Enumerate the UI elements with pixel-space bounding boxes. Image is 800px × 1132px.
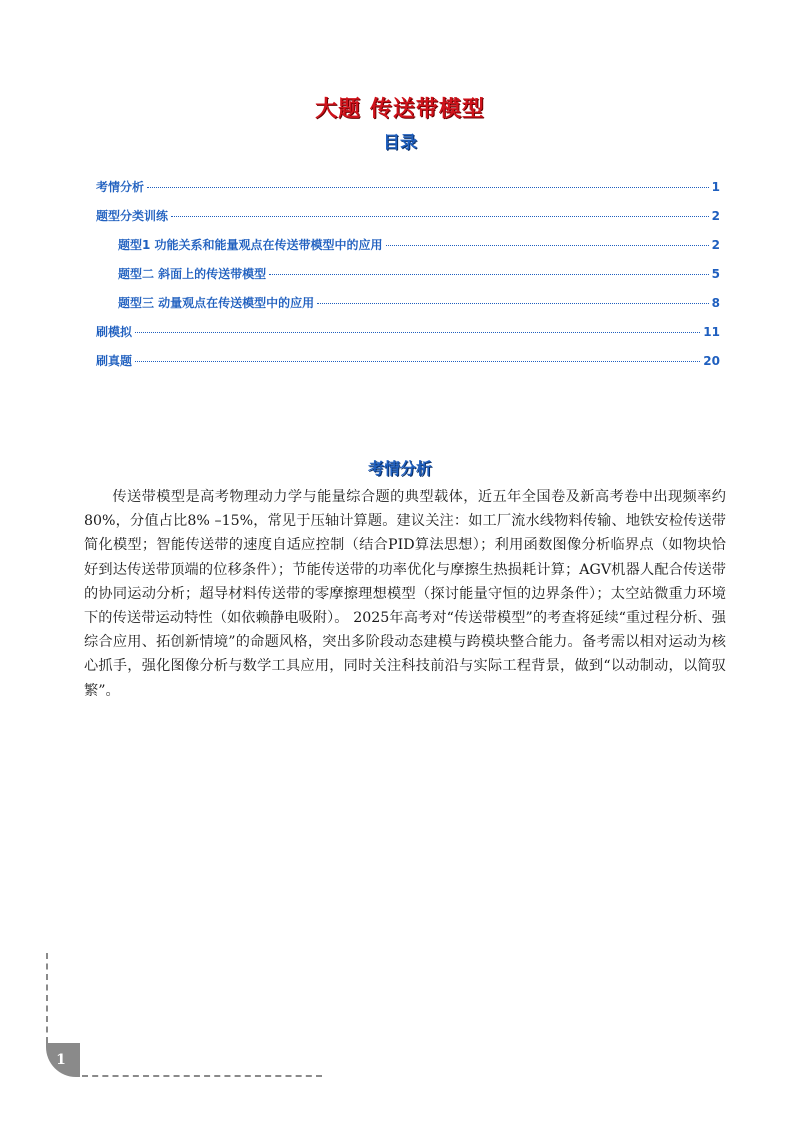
toc-entry-type-2[interactable] xyxy=(96,265,720,294)
toc-entry-label: 刷真题 xyxy=(96,354,133,368)
toc-entry-label: 题型三 动量观点在传送模型中的应用 xyxy=(118,296,315,310)
toc-leader-dots xyxy=(135,361,700,362)
footer-dashed-vertical-line xyxy=(46,953,48,1043)
toc-leader-dots xyxy=(317,303,708,304)
toc-entry-label: 题型1 功能关系和能量观点在传送带模型中的应用 xyxy=(118,238,383,252)
toc-leader-dots xyxy=(147,187,709,188)
toc-leader-dots xyxy=(171,216,709,217)
page-footer-decoration xyxy=(46,953,326,1078)
toc-entry-real-exams[interactable] xyxy=(96,352,720,381)
toc-entry-exam-analysis[interactable] xyxy=(96,178,720,207)
toc-entry-classified-training[interactable] xyxy=(96,207,720,236)
toc-entry-page: 20 xyxy=(703,354,720,368)
toc-entry-page: 1 xyxy=(711,180,720,194)
toc-entry-label: 刷模拟 xyxy=(96,325,133,339)
toc-entry-page: 2 xyxy=(711,209,720,223)
section-title: 考情分析 xyxy=(367,459,432,478)
toc-entry-mock-practice[interactable] xyxy=(96,323,720,352)
toc-entry-page: 2 xyxy=(711,238,720,252)
toc-leader-dots xyxy=(135,332,700,333)
toc-entry-type-1[interactable] xyxy=(96,236,720,265)
toc-entry-page: 8 xyxy=(711,296,720,310)
toc-entry-page: 5 xyxy=(711,267,720,281)
table-of-contents xyxy=(96,178,720,381)
toc-entry-page: 11 xyxy=(703,325,720,339)
toc-leader-dots xyxy=(386,245,709,246)
toc-heading: 目录 xyxy=(383,133,417,153)
footer-dashed-horizontal-line xyxy=(82,1075,322,1077)
toc-entry-label: 考情分析 xyxy=(96,180,145,194)
page-number-badge: 1 xyxy=(46,1043,80,1077)
toc-entry-type-3[interactable] xyxy=(96,294,720,323)
toc-entry-label: 题型分类训练 xyxy=(96,209,169,223)
section-paragraph: 传送带模型是高考物理动力学与能量综合题的典型载体，近五年全国卷及新高考卷中出现频率约80%，分值占比8% –15%，常见于压轴计算题。建议关注：如工厂流水线物料传输、地铁安检传送带简化模型；智能传送带的速度自适应控制（结合PID算法思想）；利用函数图像分析临界点（如物块恰好到达传送带顶端的位移条件）；节能传送带的功率优化与摩擦生热损耗计算；AGV机器人配合传送带的协同运动分析；超导材料传送带的零摩擦理想模型（探讨能量守恒的边界条件）；太空站微重力环境下的传送带运动特性（如依赖静电吸附）。 2025年高考对“传送带模型”的考查将延续“重过程分析、强综合应用、拓创新情境”的命题风格，突出多阶段动态建模与跨模块整合能力。备考需以相对运动为核心抓手，强化图像分析与数学工具应用，同时关注科技前沿与实际工程背景，做到“以动制动，以简驭繁”。 xyxy=(84,489,726,699)
toc-entry-label: 题型二 斜面上的传送带模型 xyxy=(118,267,267,281)
document-title: 大题 传送带模型 xyxy=(315,97,485,122)
toc-leader-dots xyxy=(269,274,708,275)
